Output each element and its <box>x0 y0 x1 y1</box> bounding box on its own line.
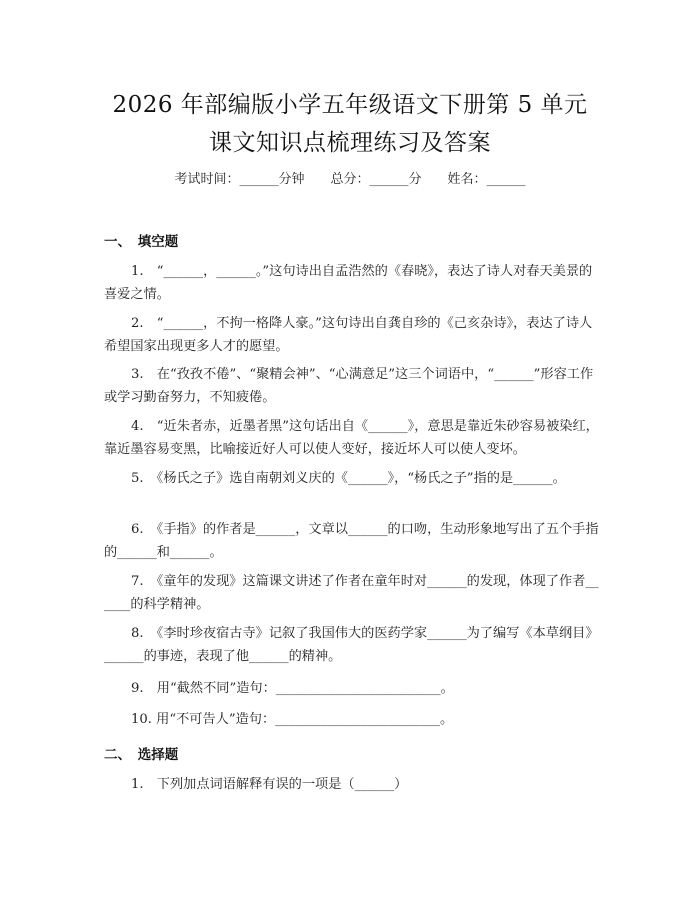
section-heading-multiple-choice: 二、 选择题 <box>104 747 179 763</box>
document-title-line-2: 课文知识点梳理练习及答案 <box>209 130 491 156</box>
question-item: 5. 《杨氏之子》选自南朝刘义庆的《______》，“杨氏之子”指的是______。 <box>131 471 566 486</box>
document-title-line-1: 2026 年部编版小学五年级语文下册第 5 单元 <box>112 92 588 118</box>
exam-info-line: 考试时间：______分钟 总分：______分 姓名：______ <box>174 172 526 187</box>
question-item: 3. 在“孜孜不倦”、“聚精会神”、“心满意足”这三个词语中，“______”形容工作或学习勤奋努力，不知疲倦。 <box>104 367 594 405</box>
question-item: 6. 《手指》的作者是______，文章以______的口吻，生动形象地写出了五个手指的______和______。 <box>104 522 599 560</box>
question-item: 8. 《李时珍夜宿古寺》记叙了我国伟大的医药学家______为了编写《本草纲目》______的事迹，表现了他______的精神。 <box>104 626 599 664</box>
question-item: 1. 下列加点词语解释有误的一项是（______） <box>131 777 408 792</box>
question-item: 10. 用“不可告人”造句：_________________________。 <box>131 712 454 727</box>
section-heading-fill-in: 一、 填空题 <box>104 234 179 250</box>
question-item: 2. “______，不拘一格降人豪。”这句诗出自龚自珍的《己亥杂诗》，表达了诗人希望国家出现更多人才的愿望。 <box>104 316 593 354</box>
question-item: 4. “近朱者赤，近墨者黑”这句话出自《______》，意思是靠近朱砂容易被染红，靠近墨容易变黑，比喻接近好人可以使人变好，接近坏人可以使人变坏。 <box>104 419 599 457</box>
question-item: 1. “______，______。”这句诗出自孟浩然的《春晓》，表达了诗人对春天美景的喜爱之情。 <box>104 264 593 302</box>
question-item: 9. 用“截然不同”造句：_________________________。 <box>131 681 454 696</box>
question-item: 7. 《童年的发现》这篇课文讲述了作者在童年时对______的发现，体现了作者______的科学精神。 <box>104 574 599 612</box>
